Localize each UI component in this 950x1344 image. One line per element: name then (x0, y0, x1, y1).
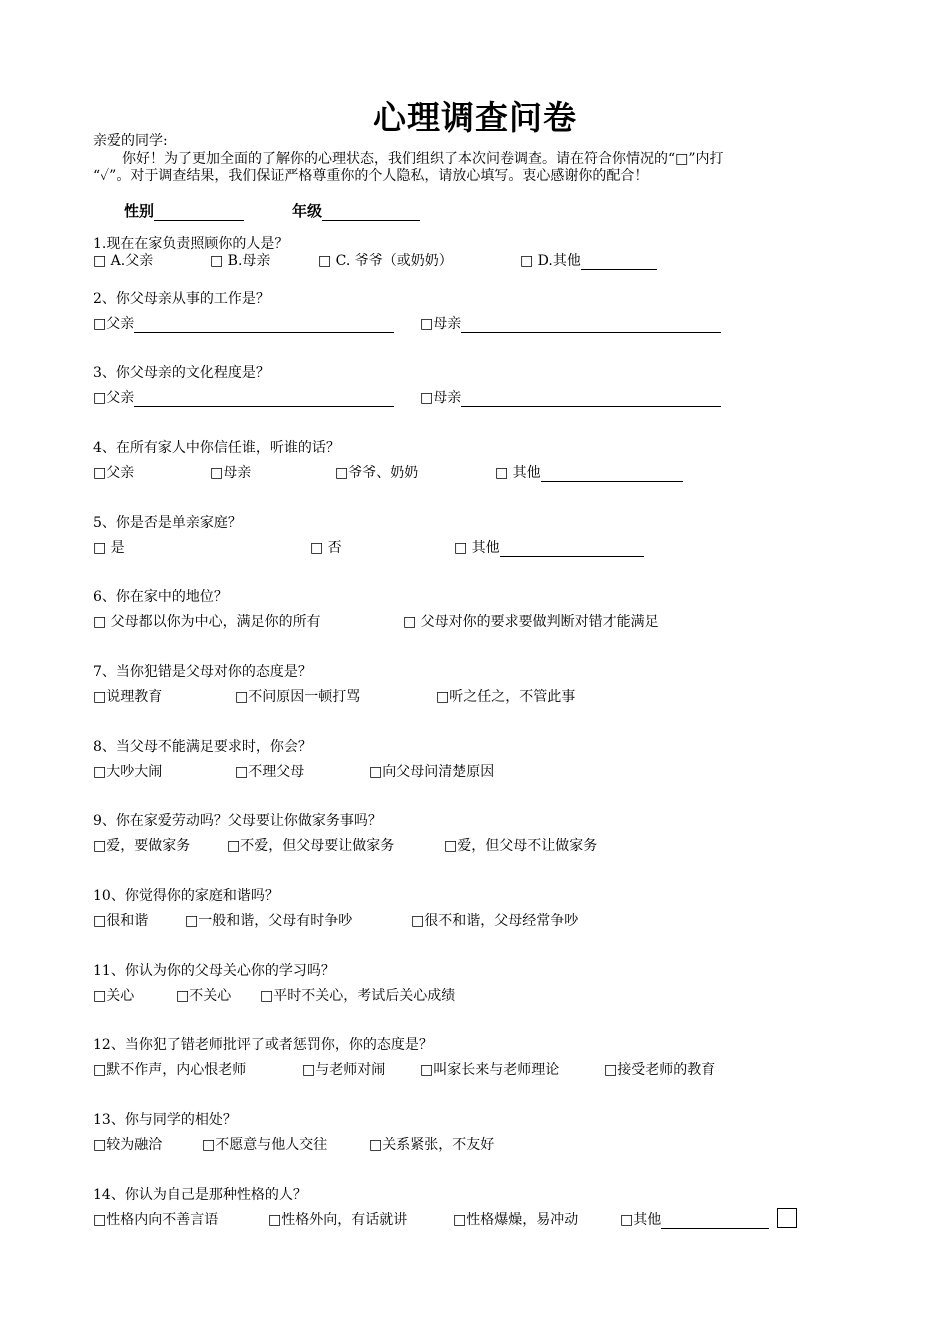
q12-option-2[interactable]: □与老师对闹 (302, 1062, 386, 1078)
q5-option-no[interactable]: □ 否 (310, 540, 342, 556)
q4-option-mother[interactable]: □母亲 (210, 465, 252, 481)
q14-option-1[interactable]: □性格内向不善言语 (93, 1212, 219, 1228)
q1-option-d-label: □ D.其他 (520, 253, 581, 269)
q10-option-2[interactable]: □一般和谐，父母有时争吵 (185, 913, 353, 929)
q11-option-1[interactable]: □关心 (93, 988, 135, 1004)
q3-mother-blank[interactable] (461, 392, 721, 407)
question-7: 7、当你犯错是父母对你的态度是？ (93, 664, 312, 680)
grade-field[interactable] (292, 200, 420, 221)
q2-option-father[interactable] (93, 313, 394, 333)
q7-option-3[interactable]: □听之任之，不管此事 (436, 689, 576, 705)
question-2: 2、你父母亲从事的工作是？ (93, 291, 270, 307)
q3-father-blank[interactable] (134, 392, 394, 407)
q9-option-2[interactable]: □不爱，但父母要让做家务 (227, 838, 395, 854)
grade-label: 年级 (292, 202, 323, 220)
q7-option-2[interactable]: □不问原因一顿打骂 (235, 689, 361, 705)
gender-blank[interactable] (154, 206, 244, 221)
q12-option-3[interactable]: □叫家长来与老师理论 (420, 1062, 560, 1078)
q11-option-3[interactable]: □平时不关心，考试后关心成绩 (260, 988, 456, 1004)
intro-line-2: “✓”。对于调查结果，我们保证严格尊重你的个人隐私，请放心填写。衷心感谢你的配合！ (93, 168, 649, 184)
q10-option-3[interactable]: □很不和谐，父母经常争吵 (411, 913, 579, 929)
question-10: 10、你觉得你的家庭和谐吗？ (93, 888, 279, 904)
q1-option-c[interactable]: □ C. 爷爷（或奶奶） (318, 253, 453, 269)
q4-other-label: □ 其他 (495, 465, 541, 481)
q4-option-other[interactable] (495, 462, 683, 482)
q8-option-2[interactable]: □不理父母 (235, 764, 305, 780)
q13-option-3[interactable]: □关系紧张，不友好 (369, 1137, 495, 1153)
grade-blank[interactable] (322, 206, 420, 221)
question-5: 5、你是否是单亲家庭？ (93, 515, 242, 531)
page-title: 心理调查问卷 (373, 98, 577, 137)
q5-option-other[interactable] (454, 537, 644, 557)
q1-option-b[interactable]: □ B.母亲 (210, 253, 271, 269)
question-9: 9、你在家爱劳动吗？父母要让你做家务事吗？ (93, 813, 382, 829)
question-8: 8、当父母不能满足要求时，你会？ (93, 739, 312, 755)
q3-mother-label: □母亲 (420, 390, 462, 406)
q9-option-3[interactable]: □爱，但父母不让做家务 (444, 838, 598, 854)
question-14: 14、你认为自己是那种性格的人？ (93, 1187, 307, 1203)
q8-option-1[interactable]: □大吵大闹 (93, 764, 163, 780)
q3-option-mother[interactable] (420, 387, 721, 407)
intro-line-1: 你好！为了更加全面的了解你的心理状态，我们组织了本次问卷调查。请在符合你情况的“□”内打 (122, 151, 724, 167)
q9-option-1[interactable]: □爱，要做家务 (93, 838, 191, 854)
q6-option-1[interactable]: □ 父母都以你为中心，满足你的所有 (93, 614, 321, 630)
q14-other-blank[interactable] (661, 1214, 769, 1229)
gender-label: 性别 (124, 202, 155, 220)
question-4: 4、在所有家人中你信任谁，听谁的话？ (93, 440, 340, 456)
q10-option-1[interactable]: □很和谐 (93, 913, 149, 929)
q1-other-blank[interactable] (581, 255, 657, 270)
q14-checkbox[interactable] (777, 1208, 797, 1228)
question-12: 12、当你犯了错老师批评了或者惩罚你，你的态度是？ (93, 1037, 433, 1053)
q12-option-4[interactable]: □接受老师的教育 (604, 1062, 716, 1078)
q4-option-father[interactable]: □父亲 (93, 465, 135, 481)
q3-father-label: □父亲 (93, 390, 135, 406)
q14-option-2[interactable]: □性格外向，有话就讲 (268, 1212, 408, 1228)
question-3: 3、你父母亲的文化程度是？ (93, 365, 270, 381)
question-1: 1.现在在家负责照顾你的人是？ (93, 236, 289, 252)
q5-other-blank[interactable] (500, 542, 644, 557)
q2-father-label: □父亲 (93, 316, 135, 332)
q5-other-label: □ 其他 (454, 540, 500, 556)
greeting: 亲爱的同学: (93, 133, 168, 149)
q6-option-2[interactable]: □ 父母对你的要求要做判断对错才能满足 (403, 614, 659, 630)
q4-option-grandparents[interactable]: □爷爷、奶奶 (335, 465, 419, 481)
question-11: 11、你认为你的父母关心你的学习吗？ (93, 963, 335, 979)
q11-option-2[interactable]: □不关心 (176, 988, 232, 1004)
q14-other-label: □其他 (620, 1212, 662, 1228)
q1-option-d[interactable] (520, 250, 657, 270)
q14-option-3[interactable]: □性格爆燥，易冲动 (453, 1212, 579, 1228)
q13-option-2[interactable]: □不愿意与他人交往 (202, 1137, 328, 1153)
gender-field[interactable] (124, 200, 244, 221)
q4-other-blank[interactable] (541, 467, 683, 482)
q3-option-father[interactable] (93, 387, 394, 407)
q2-mother-blank[interactable] (461, 318, 721, 333)
q13-option-1[interactable]: □较为融洽 (93, 1137, 163, 1153)
question-13: 13、你与同学的相处？ (93, 1112, 237, 1128)
q2-mother-label: □母亲 (420, 316, 462, 332)
q2-father-blank[interactable] (134, 318, 394, 333)
q1-option-a[interactable]: □ A.父亲 (93, 253, 154, 269)
q14-option-4[interactable] (620, 1209, 769, 1229)
q5-option-yes[interactable]: □ 是 (93, 540, 125, 556)
q7-option-1[interactable]: □说理教育 (93, 689, 163, 705)
question-6: 6、你在家中的地位？ (93, 589, 228, 605)
q12-option-1[interactable]: □默不作声，内心恨老师 (93, 1062, 247, 1078)
q2-option-mother[interactable] (420, 313, 721, 333)
q8-option-3[interactable]: □向父母问清楚原因 (369, 764, 495, 780)
